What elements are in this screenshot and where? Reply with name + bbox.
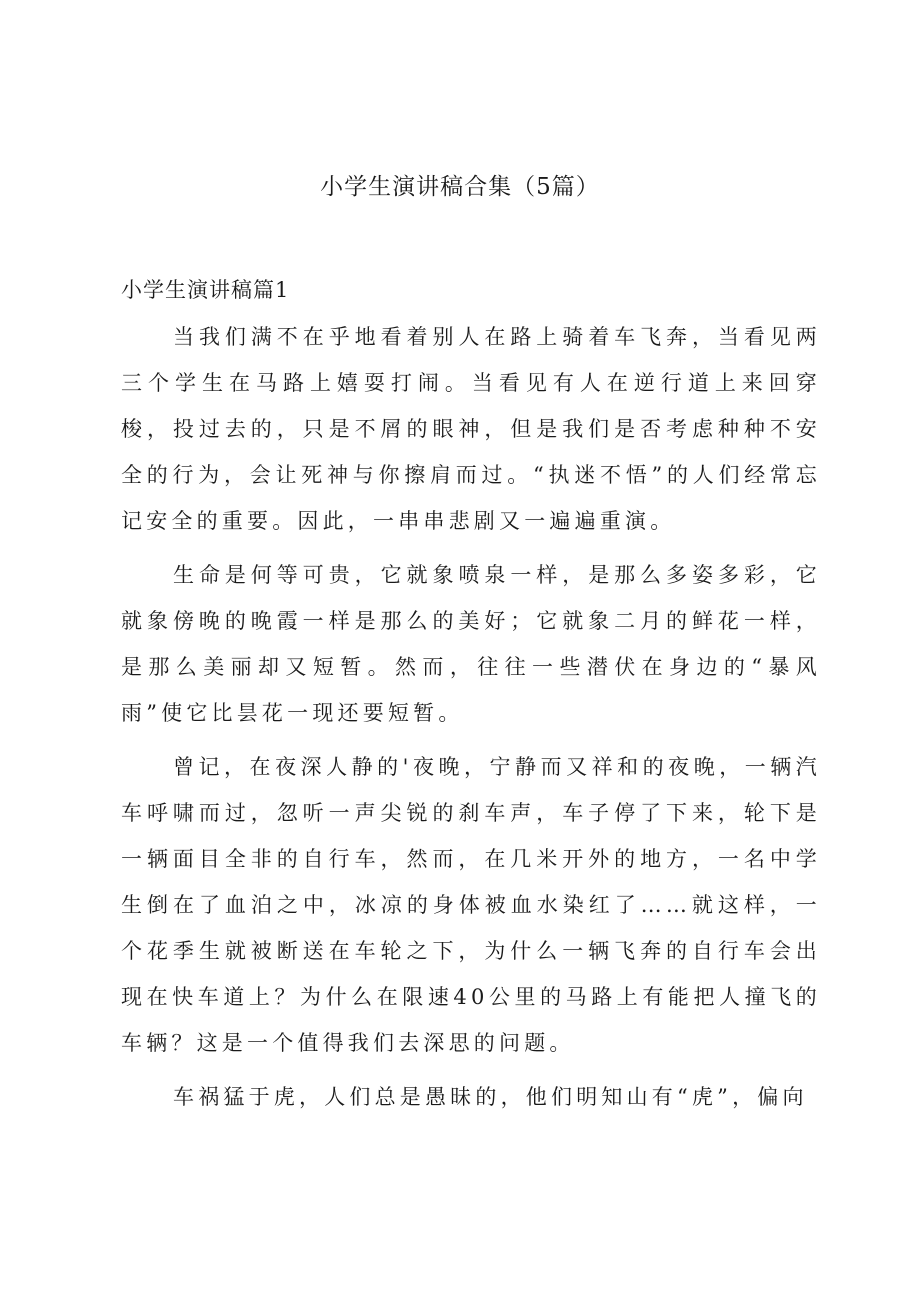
paragraph: 生命是何等可贵，它就象喷泉一样，是那么多姿多彩，它就象傍晚的晚霞一样是那么的美好；它就象二月的鲜花一样，是那么美丽却又短暂。然而，往往一些潜伏在身边的“暴风雨”使它比昙花一现还要短暂。 bbox=[121, 563, 821, 725]
document-body bbox=[121, 314, 821, 1120]
paragraph: 曾记，在夜深人静的'夜晚，宁静而又祥和的夜晚，一辆汽车呼啸而过，忽听一声尖锐的刹车声，车子停了下来，轮下是一辆面目全非的自行车，然而，在几米开外的地方，一名中学生倒在了血泊之中，冰凉的身体被血水染红了……就这样，一个花季生就被断送在车轮之下，为什么一辆飞奔的自行车会出现在快车道上？为什么在限速40公里的马路上有能把人撞飞的车辆？这是一个值得我们去深思的问题。 bbox=[121, 755, 821, 1055]
section-heading: 小学生演讲稿篇1 bbox=[121, 278, 290, 302]
document-title: 小学生演讲稿合集（5篇） bbox=[320, 174, 600, 200]
paragraph: 当我们满不在乎地看着别人在路上骑着车飞奔，当看见两三个学生在马路上嬉耍打闹。当看见有人在逆行道上来回穿梭，投过去的，只是不屑的眼神，但是我们是否考虑种种不安全的行为，会让死神与你擦肩而过。“执迷不悟”的人们经常忘记安全的重要。因此，一串串悲剧又一遍遍重演。 bbox=[121, 325, 821, 533]
paragraph: 车祸猛于虎，人们总是愚昧的，他们明知山有“虎”，偏向 bbox=[173, 1085, 808, 1109]
